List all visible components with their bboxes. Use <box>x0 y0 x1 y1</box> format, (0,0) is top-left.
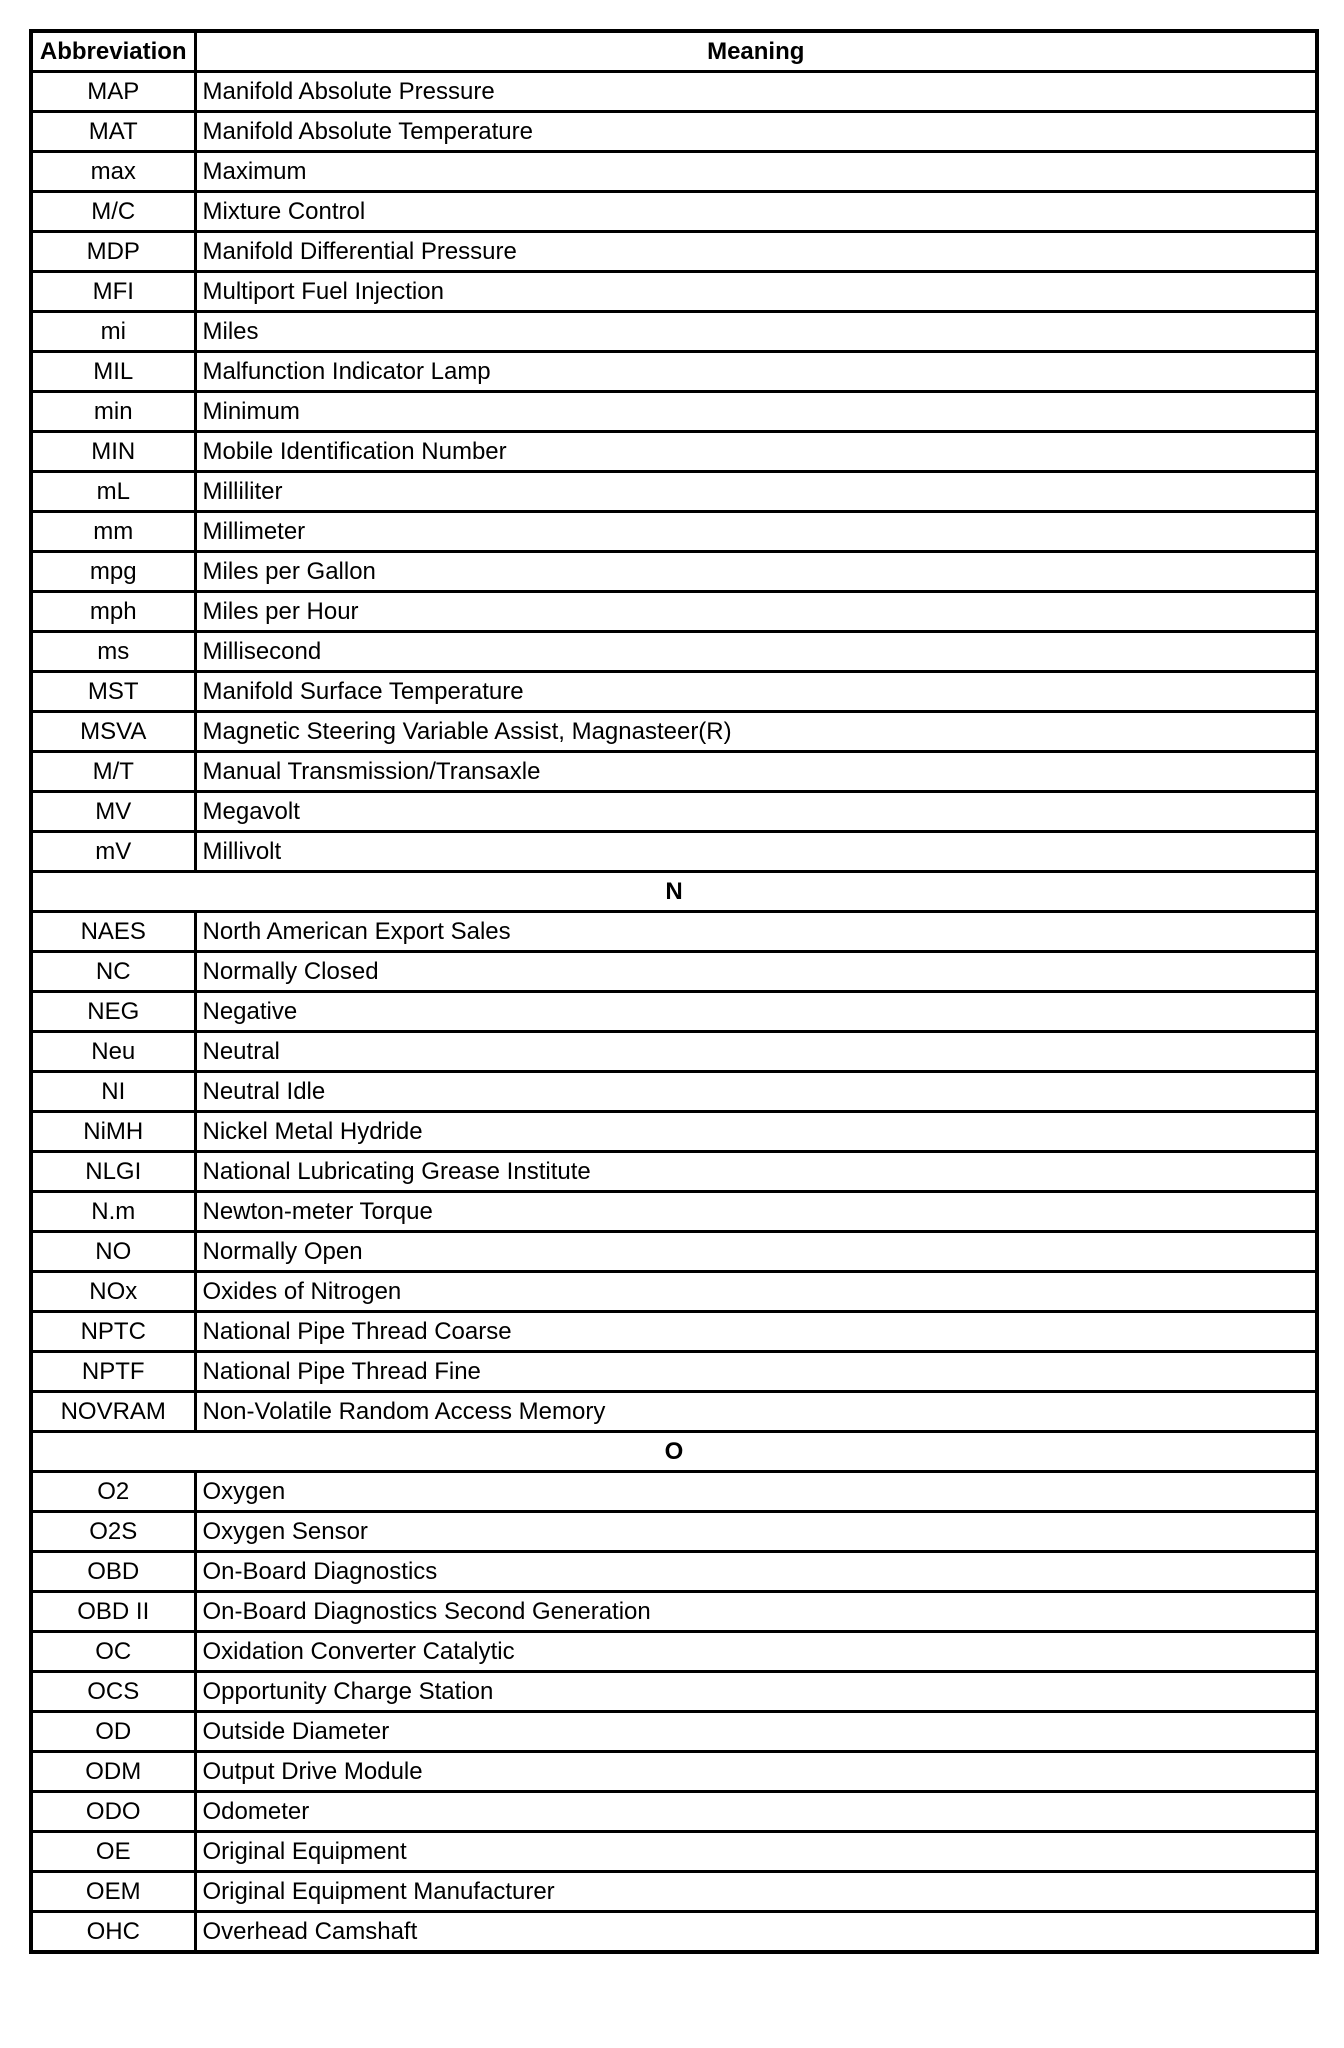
abbreviation-cell: MAP <box>31 72 195 112</box>
meaning-cell: Manifold Differential Pressure <box>195 232 1317 272</box>
table-row <box>31 592 1317 632</box>
table-row <box>31 1512 1317 1552</box>
table-row <box>31 1272 1317 1312</box>
abbreviation-cell: mpg <box>31 552 195 592</box>
abbreviation-cell: NPTC <box>31 1312 195 1352</box>
meaning-cell: Miles per Hour <box>195 592 1317 632</box>
meaning-cell: Overhead Camshaft <box>195 1912 1317 1953</box>
table-row <box>31 1672 1317 1712</box>
table-row <box>31 1872 1317 1912</box>
meaning-cell: Outside Diameter <box>195 1712 1317 1752</box>
abbreviation-cell: ms <box>31 632 195 672</box>
abbreviation-cell: NC <box>31 952 195 992</box>
table-row <box>31 1352 1317 1392</box>
meaning-cell: Mobile Identification Number <box>195 432 1317 472</box>
table-row <box>31 1152 1317 1192</box>
table-row <box>31 1112 1317 1152</box>
meaning-cell: Opportunity Charge Station <box>195 1672 1317 1712</box>
table-row <box>31 1912 1317 1953</box>
meaning-cell: Oxygen <box>195 1472 1317 1512</box>
meaning-cell: Magnetic Steering Variable Assist, Magnasteer(R) <box>195 712 1317 752</box>
abbreviation-cell: mm <box>31 512 195 552</box>
table-row <box>31 1232 1317 1272</box>
meaning-cell: Maximum <box>195 152 1317 192</box>
meaning-cell: Miles per Gallon <box>195 552 1317 592</box>
meaning-cell: Oxygen Sensor <box>195 1512 1317 1552</box>
meaning-cell: On-Board Diagnostics <box>195 1552 1317 1592</box>
table-row <box>31 1552 1317 1592</box>
table-row <box>31 792 1317 832</box>
abbreviation-cell: NOVRAM <box>31 1392 195 1432</box>
meaning-cell: Nickel Metal Hydride <box>195 1112 1317 1152</box>
abbreviation-cell: mi <box>31 312 195 352</box>
table-row <box>31 672 1317 712</box>
meaning-cell: National Pipe Thread Fine <box>195 1352 1317 1392</box>
table-row <box>31 1792 1317 1832</box>
abbreviation-cell: min <box>31 392 195 432</box>
header-row <box>31 31 1317 72</box>
meaning-cell: Manual Transmission/Transaxle <box>195 752 1317 792</box>
table-row <box>31 552 1317 592</box>
abbreviation-cell: ODM <box>31 1752 195 1792</box>
meaning-cell: Original Equipment Manufacturer <box>195 1872 1317 1912</box>
abbreviation-cell: NOx <box>31 1272 195 1312</box>
meaning-cell: Malfunction Indicator Lamp <box>195 352 1317 392</box>
section-header-row <box>31 1432 1317 1472</box>
table-row <box>31 472 1317 512</box>
table-row <box>31 1392 1317 1432</box>
table-row <box>31 1072 1317 1112</box>
abbreviation-cell: NLGI <box>31 1152 195 1192</box>
meaning-cell: Miles <box>195 312 1317 352</box>
abbreviation-cell: OBD <box>31 1552 195 1592</box>
table-row <box>31 1592 1317 1632</box>
meaning-cell: Manifold Absolute Pressure <box>195 72 1317 112</box>
meaning-cell: Mixture Control <box>195 192 1317 232</box>
abbreviation-cell: OBD II <box>31 1592 195 1632</box>
meaning-cell: Output Drive Module <box>195 1752 1317 1792</box>
abbreviation-cell: Neu <box>31 1032 195 1072</box>
abbreviation-cell: NiMH <box>31 1112 195 1152</box>
section-letter: N <box>31 872 1317 912</box>
abbreviation-cell: MV <box>31 792 195 832</box>
table-row <box>31 1752 1317 1792</box>
abbreviation-cell: MAT <box>31 112 195 152</box>
table-row <box>31 832 1317 872</box>
meaning-cell: Millimeter <box>195 512 1317 552</box>
table-row <box>31 72 1317 112</box>
meaning-cell: Original Equipment <box>195 1832 1317 1872</box>
abbreviation-cell: OEM <box>31 1872 195 1912</box>
abbreviation-cell: MIN <box>31 432 195 472</box>
abbreviation-cell: NI <box>31 1072 195 1112</box>
table-body <box>31 72 1317 1953</box>
abbreviation-cell: NPTF <box>31 1352 195 1392</box>
section-letter: O <box>31 1432 1317 1472</box>
meaning-cell: Manifold Surface Temperature <box>195 672 1317 712</box>
table-row <box>31 312 1317 352</box>
table-row <box>31 632 1317 672</box>
abbreviation-cell: NAES <box>31 912 195 952</box>
table-row <box>31 432 1317 472</box>
meaning-cell: North American Export Sales <box>195 912 1317 952</box>
table-row <box>31 1312 1317 1352</box>
meaning-cell: Millisecond <box>195 632 1317 672</box>
table-row <box>31 512 1317 552</box>
meaning-cell: Megavolt <box>195 792 1317 832</box>
meaning-cell: Milliliter <box>195 472 1317 512</box>
meaning-cell: Normally Open <box>195 1232 1317 1272</box>
abbreviation-cell: M/C <box>31 192 195 232</box>
meaning-cell: Manifold Absolute Temperature <box>195 112 1317 152</box>
abbreviation-cell: OE <box>31 1832 195 1872</box>
abbreviation-cell: ODO <box>31 1792 195 1832</box>
table-row <box>31 1472 1317 1512</box>
meaning-cell: National Pipe Thread Coarse <box>195 1312 1317 1352</box>
meaning-cell: Oxidation Converter Catalytic <box>195 1632 1317 1672</box>
meaning-cell: Millivolt <box>195 832 1317 872</box>
table-row <box>31 952 1317 992</box>
meaning-cell: Newton-meter Torque <box>195 1192 1317 1232</box>
meaning-cell: Odometer <box>195 1792 1317 1832</box>
abbreviation-cell: OC <box>31 1632 195 1672</box>
meaning-cell: Neutral Idle <box>195 1072 1317 1112</box>
table-row <box>31 1632 1317 1672</box>
abbreviation-cell: MSVA <box>31 712 195 752</box>
meaning-cell: Oxides of Nitrogen <box>195 1272 1317 1312</box>
meaning-cell: Non-Volatile Random Access Memory <box>195 1392 1317 1432</box>
abbreviation-cell: max <box>31 152 195 192</box>
abbreviation-cell: OD <box>31 1712 195 1752</box>
meaning-cell: Negative <box>195 992 1317 1032</box>
table-row <box>31 352 1317 392</box>
abbreviation-cell: M/T <box>31 752 195 792</box>
abbreviation-cell: mV <box>31 832 195 872</box>
abbreviation-cell: O2S <box>31 1512 195 1552</box>
table-row <box>31 752 1317 792</box>
meaning-cell: Normally Closed <box>195 952 1317 992</box>
abbreviation-cell: O2 <box>31 1472 195 1512</box>
table-row <box>31 912 1317 952</box>
table-row <box>31 112 1317 152</box>
section-header-row <box>31 872 1317 912</box>
abbreviation-cell: OCS <box>31 1672 195 1712</box>
table-row <box>31 992 1317 1032</box>
abbreviation-table <box>29 29 1319 1954</box>
table-row <box>31 712 1317 752</box>
table-row <box>31 1192 1317 1232</box>
meaning-cell: National Lubricating Grease Institute <box>195 1152 1317 1192</box>
abbreviation-cell: OHC <box>31 1912 195 1953</box>
abbreviation-cell: MFI <box>31 272 195 312</box>
abbreviation-cell: mL <box>31 472 195 512</box>
meaning-cell: Minimum <box>195 392 1317 432</box>
table-row <box>31 1032 1317 1072</box>
abbreviation-cell: N.m <box>31 1192 195 1232</box>
meaning-column-header: Meaning <box>195 31 1317 72</box>
meaning-cell: Neutral <box>195 1032 1317 1072</box>
abbreviation-cell: NEG <box>31 992 195 1032</box>
abbreviation-cell: MST <box>31 672 195 712</box>
meaning-cell: Multiport Fuel Injection <box>195 272 1317 312</box>
table-row <box>31 192 1317 232</box>
abbreviation-column-header: Abbreviation <box>31 31 195 72</box>
abbreviation-cell: mph <box>31 592 195 632</box>
abbreviation-cell: MDP <box>31 232 195 272</box>
table-row <box>31 1832 1317 1872</box>
abbreviation-cell: NO <box>31 1232 195 1272</box>
table-row <box>31 272 1317 312</box>
table-row <box>31 392 1317 432</box>
table-row <box>31 232 1317 272</box>
table-row <box>31 152 1317 192</box>
meaning-cell: On-Board Diagnostics Second Generation <box>195 1592 1317 1632</box>
abbreviation-cell: MIL <box>31 352 195 392</box>
table-row <box>31 1712 1317 1752</box>
